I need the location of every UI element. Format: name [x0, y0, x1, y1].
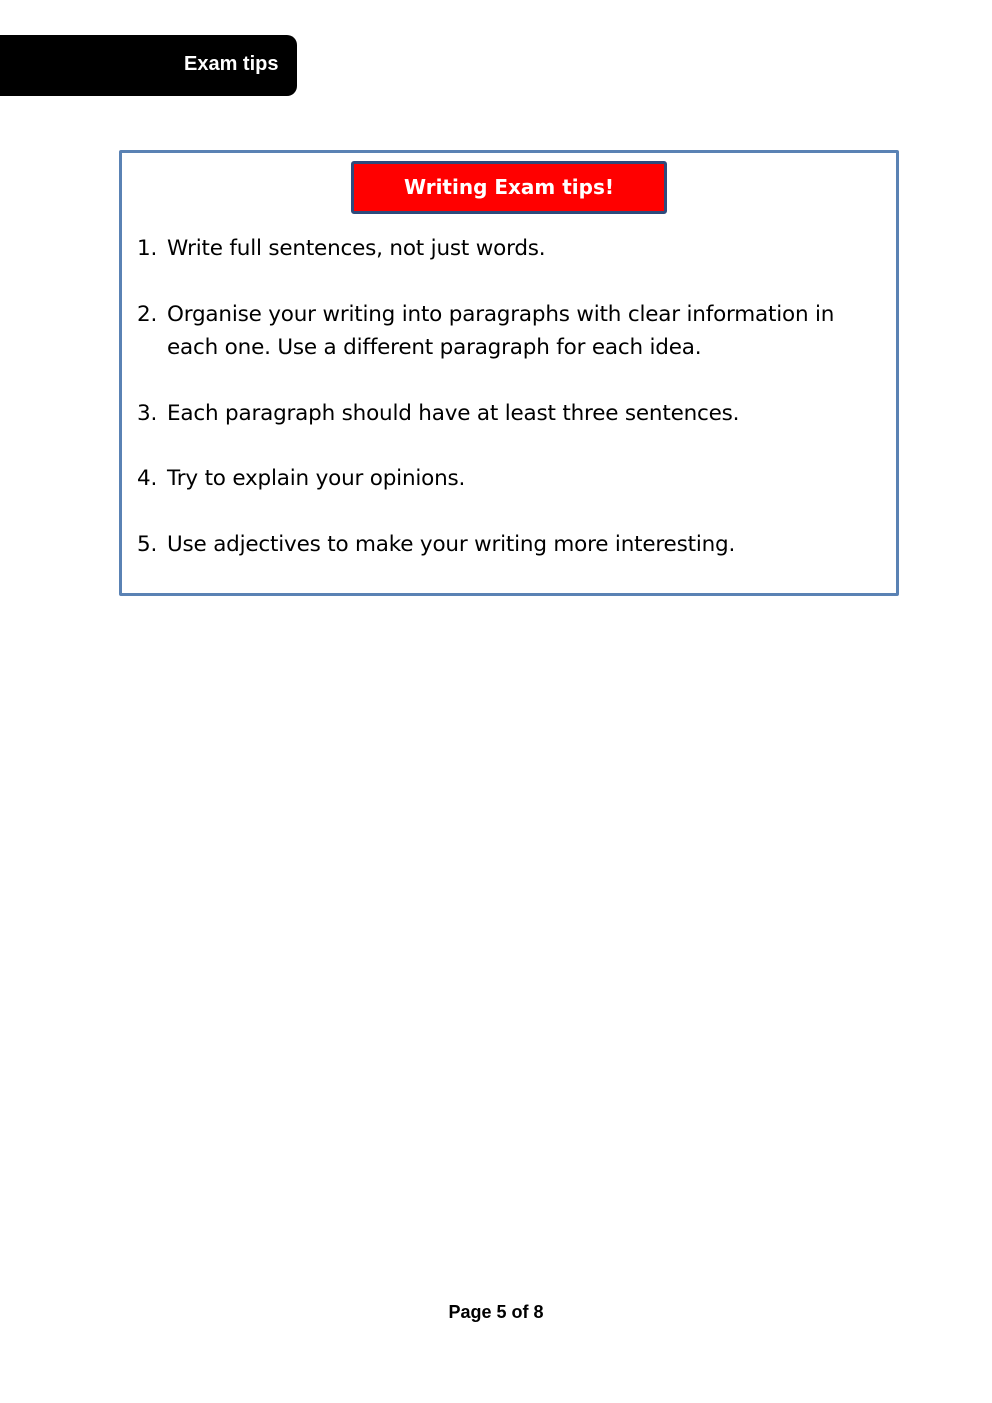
tip-item-2	[137, 298, 877, 364]
tip-number: 5.	[137, 532, 158, 557]
tips-title: Writing Exam tips!	[404, 175, 614, 199]
tip-text: Each paragraph should have at least three sentences.	[167, 401, 740, 426]
page-number-footer	[0, 1300, 992, 1324]
tip-text: Write full sentences, not just words.	[167, 236, 546, 261]
header-tab-label: Exam tips	[184, 53, 279, 75]
tip-number: 2.	[137, 302, 158, 327]
tip-item-5	[137, 528, 877, 561]
tip-item-3	[137, 397, 877, 430]
tip-text: Organise your writing into paragraphs with clear information in each one. Use a different paragraph for each idea.	[167, 302, 835, 360]
tip-number: 4.	[137, 466, 158, 491]
tip-number: 3.	[137, 401, 158, 426]
page-total: 8	[533, 1302, 544, 1322]
page-of: of	[511, 1302, 529, 1322]
tip-text: Try to explain your opinions.	[167, 466, 466, 491]
tip-item-1	[137, 232, 877, 265]
page-prefix: Page	[448, 1302, 492, 1322]
tip-number: 1.	[137, 236, 158, 261]
tip-text: Use adjectives to make your writing more interesting.	[167, 532, 736, 557]
tip-item-4	[137, 462, 877, 495]
page-current: 5	[496, 1302, 507, 1322]
